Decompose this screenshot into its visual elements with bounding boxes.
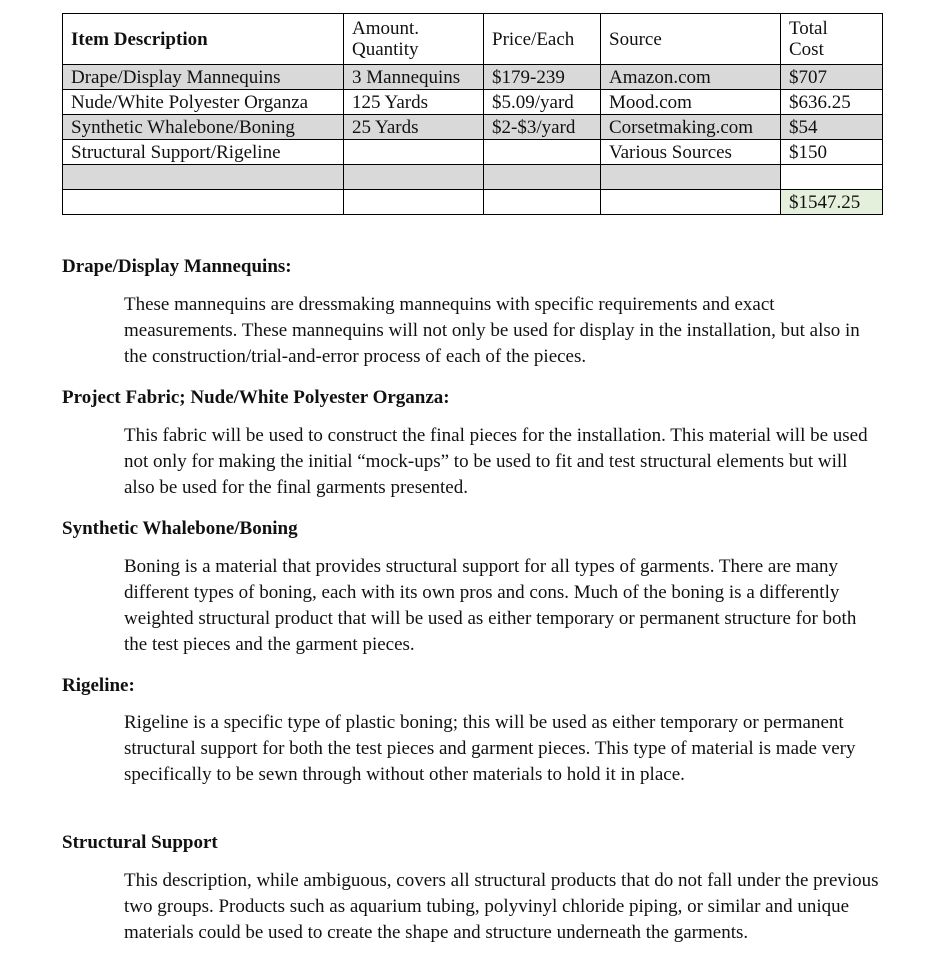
- cell-price: $5.09/yard: [484, 90, 601, 115]
- section-body-mannequins: These mannequins are dressmaking mannequins with specific requirements and exact measurements. These mannequins will not only be used for display in the installation, but also in the construction/trial-and-error process of each of the pieces.: [124, 294, 860, 367]
- cell-amount: [344, 140, 484, 165]
- cell-empty: [63, 190, 344, 215]
- budget-table: [62, 13, 883, 215]
- cell-empty: [484, 165, 601, 190]
- cell-item: Synthetic Whalebone/Boning: [63, 115, 344, 140]
- cell-empty: [344, 165, 484, 190]
- header-total-line2: Cost: [789, 39, 824, 60]
- table-total-row: [63, 190, 883, 215]
- cell-source: Corsetmaking.com: [601, 115, 781, 140]
- section-body-fabric: This fabric will be used to construct the final pieces for the installation. This material will be used not only for making the initial “mock-ups” to be used to fit and test structural elements but will also be used for the final garments presented.: [124, 425, 868, 498]
- table-header-row: [63, 14, 883, 65]
- cell-item: Drape/Display Mannequins: [63, 65, 344, 90]
- cell-source: Amazon.com: [601, 65, 781, 90]
- header-total-cost: [781, 14, 883, 65]
- header-source: Source: [601, 14, 781, 65]
- table-row: [63, 90, 883, 115]
- cell-item: Structural Support/Rigeline: [63, 140, 344, 165]
- cell-price: $2-$3/yard: [484, 115, 601, 140]
- cell-price: [484, 140, 601, 165]
- grand-total-cell: $1547.25: [781, 190, 883, 215]
- cell-empty: [344, 190, 484, 215]
- cell-total: $54: [781, 115, 883, 140]
- header-price-each: Price/Each: [484, 14, 601, 65]
- section-heading-boning: Synthetic Whalebone/Boning: [62, 518, 298, 539]
- cell-total: $636.25: [781, 90, 883, 115]
- section-heading-rigeline: Rigeline:: [62, 675, 135, 696]
- section-heading-structural-support: Structural Support: [62, 832, 218, 853]
- cell-amount: 25 Yards: [344, 115, 484, 140]
- section-body-structural-support: This description, while ambiguous, covers all structural products that do not fall under the previous two groups. Products such as aquarium tubing, polyvinyl chloride piping, or similar and unique materials could be used to create the shape and structure underneath the garments.: [124, 870, 879, 943]
- section-body-boning: Boning is a material that provides structural support for all types of garments. There are many different types of boning, each with its own pros and cons. Much of the boning is a differently weighted structural product that will be used as either temporary or permanent structure for both the test pieces and the garment pieces.: [124, 556, 857, 655]
- header-amount-line1: Amount.: [352, 18, 420, 39]
- cell-amount: 3 Mannequins: [344, 65, 484, 90]
- table-row: [63, 115, 883, 140]
- section-body-rigeline: Rigeline is a specific type of plastic boning; this will be used as either temporary or permanent structural support for both the test pieces and garment pieces. This type of material is made very specifically to be sewn through without other materials to hold it in place.: [124, 712, 856, 785]
- cell-source: Various Sources: [601, 140, 781, 165]
- header-amount-line2: Quantity: [352, 39, 419, 60]
- header-item-description: Item Description: [63, 14, 344, 65]
- cell-empty: [601, 190, 781, 215]
- header-total-line1: Total: [789, 18, 828, 39]
- cell-item: Nude/White Polyester Organza: [63, 90, 344, 115]
- cell-amount: 125 Yards: [344, 90, 484, 115]
- header-amount-quantity: [344, 14, 484, 65]
- cell-total: $707: [781, 65, 883, 90]
- table-row: [63, 65, 883, 90]
- table-row: [63, 140, 883, 165]
- cell-price: $179-239: [484, 65, 601, 90]
- cell-empty: [63, 165, 344, 190]
- cell-total: $150: [781, 140, 883, 165]
- cell-source: Mood.com: [601, 90, 781, 115]
- section-heading-mannequins: Drape/Display Mannequins:: [62, 256, 292, 277]
- cell-empty: [781, 165, 883, 190]
- cell-empty: [484, 190, 601, 215]
- section-heading-fabric: Project Fabric; Nude/White Polyester Organza:: [62, 387, 450, 408]
- cell-empty: [601, 165, 781, 190]
- table-row-empty: [63, 165, 883, 190]
